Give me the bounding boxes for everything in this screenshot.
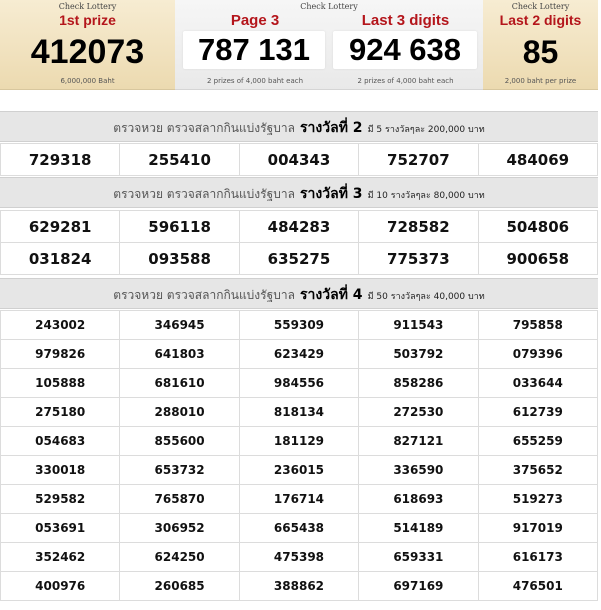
first-prize-note: 6,000,000 Baht	[60, 77, 115, 85]
last3-number-box	[333, 31, 477, 69]
prize-number: 616173	[478, 543, 597, 572]
prize-number: 260685	[120, 572, 239, 601]
prize-number: 795858	[478, 311, 597, 340]
prize-number: 917019	[478, 514, 597, 543]
page3-number: 787 131	[197, 32, 311, 67]
prize-number: 765870	[120, 485, 239, 514]
table-row	[1, 243, 598, 275]
prize-number: 681610	[120, 369, 239, 398]
page3-caption: Check Lottery	[300, 2, 358, 11]
prize-number: 979826	[1, 340, 120, 369]
prize-number: 529582	[1, 485, 120, 514]
table-row	[1, 514, 598, 543]
prize-number: 288010	[120, 398, 239, 427]
prize-number: 504806	[478, 211, 597, 243]
prize-number: 031824	[1, 243, 120, 275]
prize4-rest: มี 50 รางวัลๆละ 40,000 บาท	[367, 292, 485, 302]
table-row	[1, 485, 598, 514]
prize2-table	[0, 143, 598, 176]
first-prize-box	[0, 0, 175, 90]
prize-number: 400976	[1, 572, 120, 601]
prize4-rank: รางวัลที่ 4	[300, 287, 363, 303]
prize-number: 503792	[359, 340, 478, 369]
page3-title: Page 3	[230, 12, 280, 29]
prize-number: 653732	[120, 456, 239, 485]
prize-number: 275180	[1, 398, 120, 427]
prize-number: 655259	[478, 427, 597, 456]
prize4-header	[0, 278, 598, 309]
prize-number: 272530	[359, 398, 478, 427]
prize3-rank: รางวัลที่ 3	[300, 186, 363, 202]
table-row	[1, 572, 598, 601]
prize-number: 665438	[239, 514, 358, 543]
prize-number: 054683	[1, 427, 120, 456]
last2-note: 2,000 baht per prize	[504, 77, 577, 85]
prize-number: 612739	[478, 398, 597, 427]
first-prize-number: 412073	[30, 33, 145, 71]
prize-number: 596118	[120, 211, 239, 243]
prize-number: 079396	[478, 340, 597, 369]
prize-number: 255410	[120, 144, 239, 176]
prize-number: 635275	[239, 243, 358, 275]
prize-number: 818134	[239, 398, 358, 427]
last3-note: 2 prizes of 4,000 baht each	[357, 77, 454, 85]
prize-number: 519273	[478, 485, 597, 514]
last2-box	[483, 0, 598, 90]
prize-number: 484069	[478, 144, 597, 176]
table-row	[1, 427, 598, 456]
prize-number: 330018	[1, 456, 120, 485]
table-row	[1, 543, 598, 572]
prize2-lead: ตรวจหวย ตรวจสลากกินแบ่งรัฐบาล	[113, 121, 295, 135]
last3-number: 924 638	[348, 32, 462, 67]
prize2-rest: มี 5 รางวัลๆละ 200,000 บาท	[367, 125, 485, 135]
last2-caption: Check Lottery	[511, 2, 570, 11]
prize-number: 484283	[239, 211, 358, 243]
prize-number: 775373	[359, 243, 478, 275]
prize-number: 729318	[1, 144, 120, 176]
last2-number: 85	[522, 34, 559, 70]
prize-number: 346945	[120, 311, 239, 340]
page3-number-box	[183, 31, 325, 69]
prize-number: 388862	[239, 572, 358, 601]
prize-number: 900658	[478, 243, 597, 275]
page3-note: 2 prizes of 4,000 baht each	[206, 77, 304, 85]
prize-number: 093588	[120, 243, 239, 275]
prize-number: 514189	[359, 514, 478, 543]
table-row	[1, 311, 598, 340]
page3-box	[175, 0, 483, 90]
prize-number: 629281	[1, 211, 120, 243]
prize-number: 306952	[120, 514, 239, 543]
prize-number: 697169	[359, 572, 478, 601]
prize-number: 236015	[239, 456, 358, 485]
prize-number: 475398	[239, 543, 358, 572]
table-row	[1, 211, 598, 243]
prize-number: 105888	[1, 369, 120, 398]
prize3-table	[0, 210, 598, 275]
prize4-table	[0, 310, 598, 601]
prize-number: 624250	[120, 543, 239, 572]
prize3-lead: ตรวจหวย ตรวจสลากกินแบ่งรัฐบาล	[113, 187, 295, 201]
prize-number: 053691	[1, 514, 120, 543]
prize-number: 243002	[1, 311, 120, 340]
table-row	[1, 398, 598, 427]
prize-number: 176714	[239, 485, 358, 514]
prize-number: 855600	[120, 427, 239, 456]
prize-number: 752707	[359, 144, 478, 176]
prize-number: 004343	[239, 144, 358, 176]
prize-number: 827121	[359, 427, 478, 456]
prize3-rest: มี 10 รางวัลๆละ 80,000 บาท	[367, 191, 485, 201]
last3-title: Last 3 digits	[361, 12, 450, 29]
prize2-header	[0, 111, 598, 142]
prize-number: 858286	[359, 369, 478, 398]
prize-number: 659331	[359, 543, 478, 572]
prize-number: 033644	[478, 369, 597, 398]
prize-number: 336590	[359, 456, 478, 485]
prize4-lead: ตรวจหวย ตรวจสลากกินแบ่งรัฐบาล	[113, 288, 295, 302]
prize-number: 623429	[239, 340, 358, 369]
prize-number: 375652	[478, 456, 597, 485]
table-row	[1, 340, 598, 369]
first-prize-caption: Check Lottery	[58, 2, 117, 11]
prize-number: 728582	[359, 211, 478, 243]
prize3-header	[0, 177, 598, 208]
prize-number: 641803	[120, 340, 239, 369]
prize-number: 618693	[359, 485, 478, 514]
table-row	[1, 456, 598, 485]
table-row	[1, 144, 598, 176]
last2-title: Last 2 digits	[499, 12, 582, 28]
prize-number: 181129	[239, 427, 358, 456]
prize-number: 352462	[1, 543, 120, 572]
first-prize-title: 1st prize	[59, 12, 116, 28]
prize-number: 476501	[478, 572, 597, 601]
prize-number: 911543	[359, 311, 478, 340]
prize-number: 559309	[239, 311, 358, 340]
prize-number: 984556	[239, 369, 358, 398]
prize2-rank: รางวัลที่ 2	[300, 120, 363, 136]
table-row	[1, 369, 598, 398]
